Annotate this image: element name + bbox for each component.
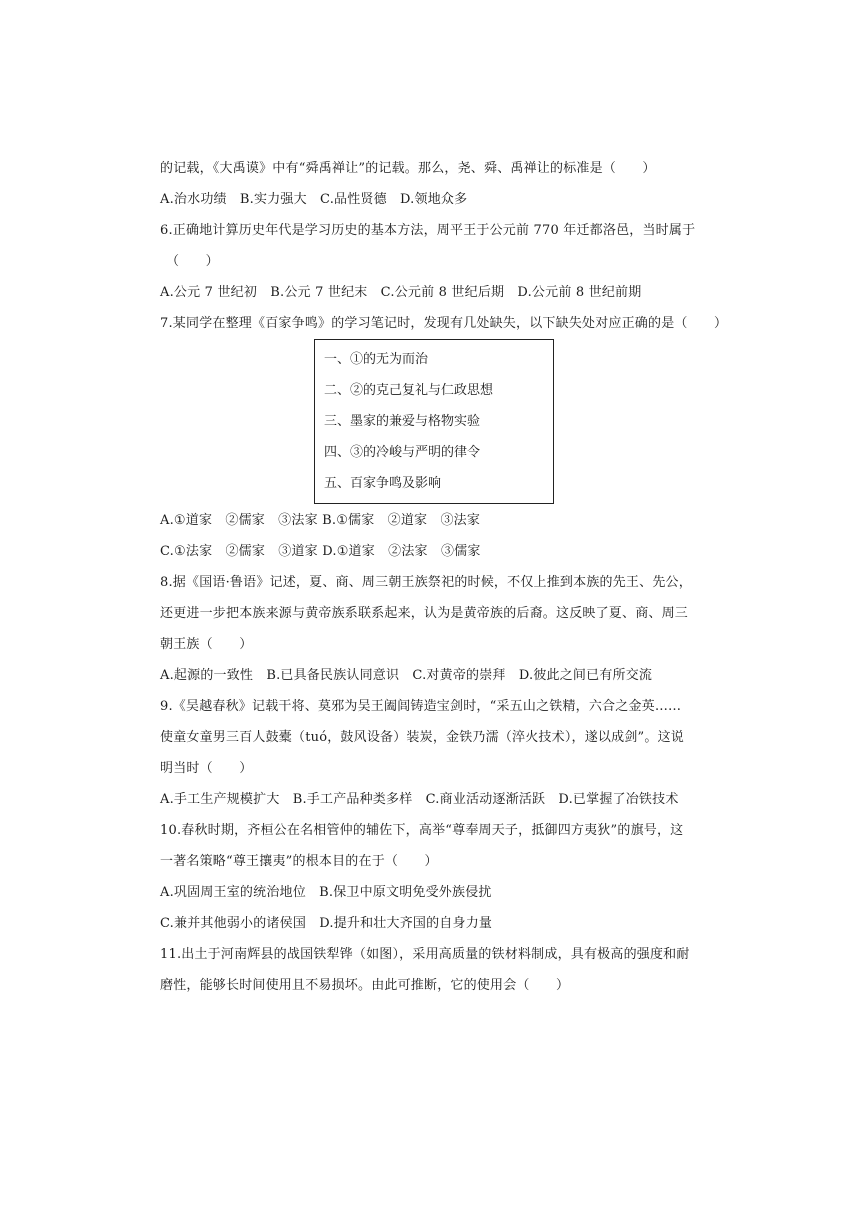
notes-item: 五、百家争鸣及影响 xyxy=(324,476,442,491)
q10-stem: 一著名策略“尊王攘夷”的根本目的在于（ ） xyxy=(160,854,438,869)
q10-stem: 10.春秋时期，齐桓公在名相管仲的辅佐下，高举“尊奉周天子，抵御四方夷狄”的旗号，这 xyxy=(160,823,684,838)
q8-stem: 朝王族（ ） xyxy=(160,637,253,652)
q5-options: A.治水功绩 B.实力强大 C.品性贤德 D.领地众多 xyxy=(160,192,468,207)
q7-options-ab: A.①道家 ②儒家 ③法家 B.①儒家 ②道家 ③法家 xyxy=(160,513,481,528)
q9-stem: 使童女童男三百人鼓橐（tuó，鼓风设备）装炭，金铁乃濡（淬火技术），遂以成剑”。这说 xyxy=(160,730,684,745)
q9-stem: 9.《吴越春秋》记载干将、莫邪为吴王阖闾铸造宝剑时，“采五山之铁精，六合之金英…… xyxy=(160,699,682,714)
q9-options: A.手工生产规模扩大 B.手工产品种类多样 C.商业活动逐渐活跃 D.已掌握了冶铁技术 xyxy=(160,792,679,807)
q6-stem: 6.正确地计算历史年代是学习历史的基本方法，周平王于公元前 770 年迁都洛邑，当时属于 xyxy=(160,223,696,238)
notes-item: 二、②的克己复礼与仁政思想 xyxy=(324,383,494,398)
q10-options-cd: C.兼并其他弱小的诸侯国 D.提升和壮大齐国的自身力量 xyxy=(160,916,493,931)
q6-options: A.公元 7 世纪初 B.公元 7 世纪末 C.公元前 8 世纪后期 D.公元前 8 世纪前期 xyxy=(160,285,642,300)
q8-stem: 还更进一步把本族来源与黄帝族系联系起来，认为是黄帝族的后裔。这反映了夏、商、周三 xyxy=(160,606,689,621)
q7-options-cd: C.①法家 ②儒家 ③道家 D.①道家 ②法家 ③儒家 xyxy=(160,544,481,559)
study-notes-box xyxy=(314,339,554,504)
q11-stem: 11.出土于河南辉县的战国铁犁铧（如图），采用高质量的铁材料制成，具有极高的强度和耐 xyxy=(160,947,690,962)
notes-item: 一、①的无为而治 xyxy=(324,352,429,367)
q11-stem: 磨性，能够长时间使用且不易损坏。由此可推断，它的使用会（ ） xyxy=(160,978,570,993)
notes-item: 三、墨家的兼爱与格物实验 xyxy=(324,414,481,429)
q10-options-ab: A.巩固周王室的统治地位 B.保卫中原文明免受外族侵扰 xyxy=(160,885,492,900)
q9-stem: 明当时（ ） xyxy=(160,761,253,776)
notes-item: 四、③的冷峻与严明的律令 xyxy=(324,445,481,460)
q6-stem-blank: （ ） xyxy=(166,254,219,269)
q8-options: A.起源的一致性 B.已具备民族认同意识 C.对黄帝的崇拜 D.彼此之间已有所交流 xyxy=(160,668,653,683)
q7-stem: 7.某同学在整理《百家争鸣》的学习笔记时，发现有几处缺失，以下缺失处对应正确的是（ ） xyxy=(160,316,728,331)
q5-stem-continued: 的记载，《大禹谟》中有“舜禹禅让”的记载。那么，尧、舜、禹禅让的标准是（ ） xyxy=(160,161,656,176)
q8-stem: 8.据《国语·鲁语》记述，夏、商、周三朝王族祭祀的时候，不仅上推到本族的先王、先公， xyxy=(160,575,692,590)
